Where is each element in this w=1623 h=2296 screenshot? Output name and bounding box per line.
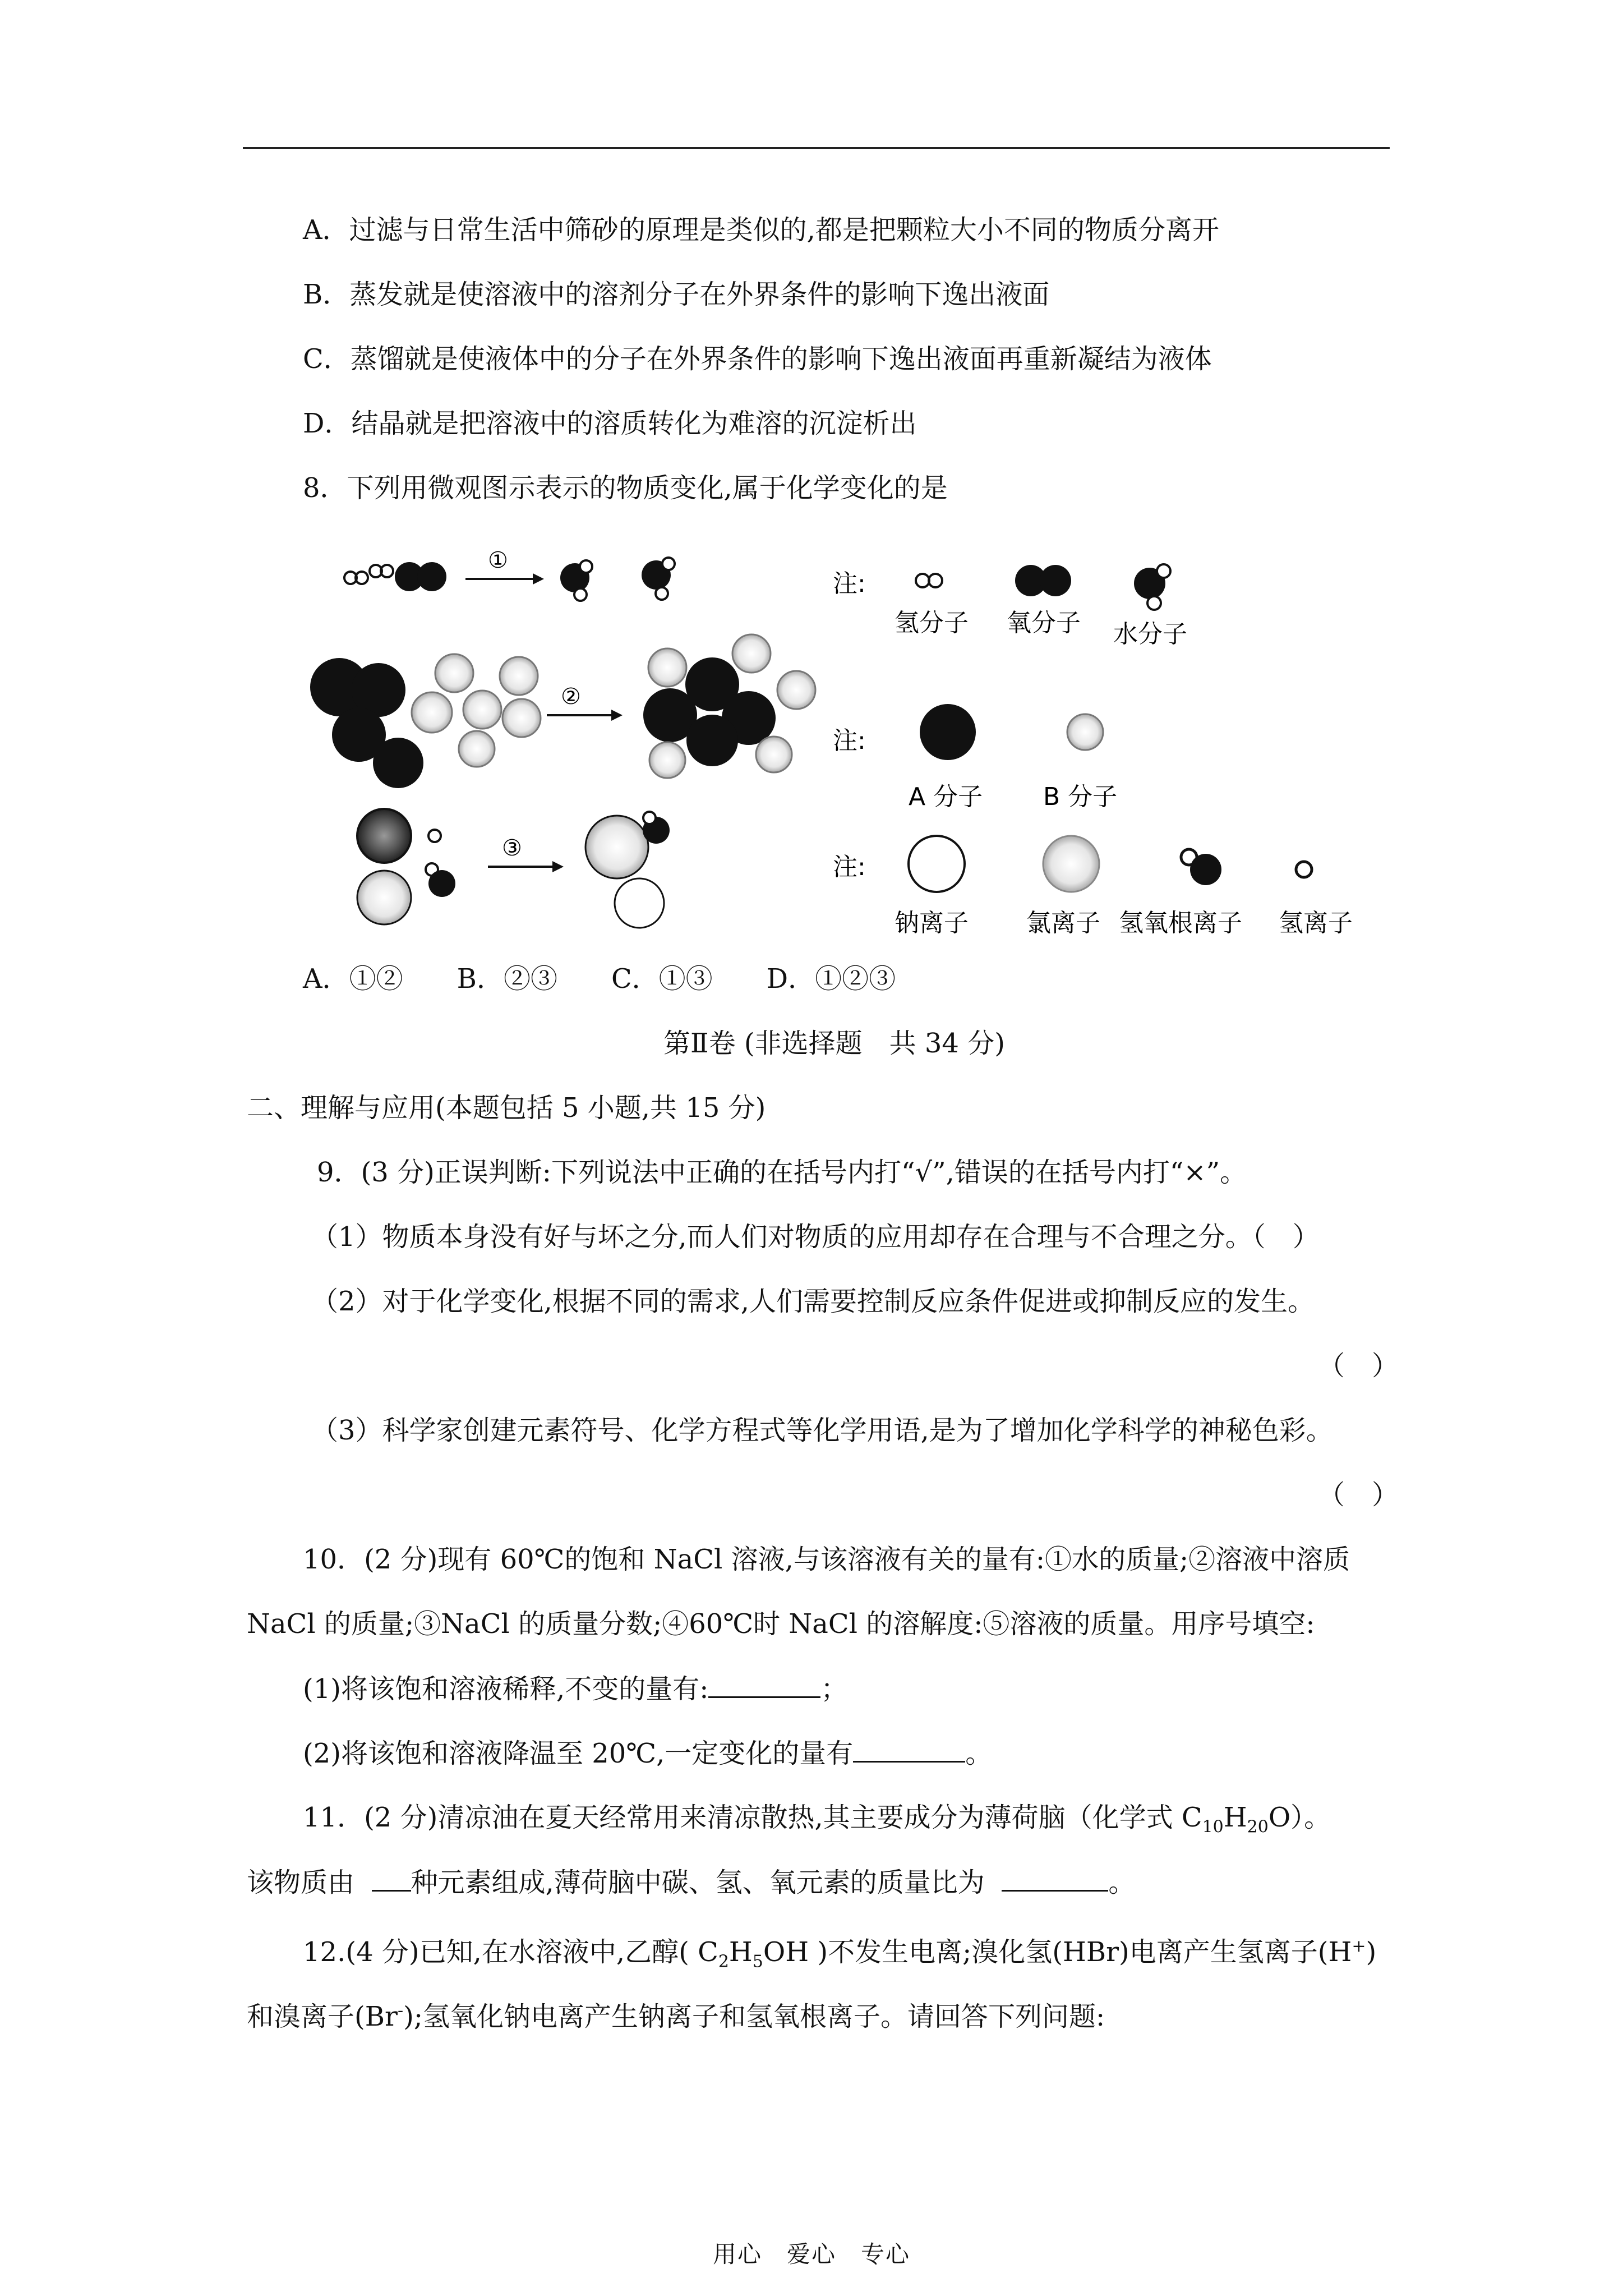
q7-option-a: A．过滤与日常生活中筛砂的原理是类似的,都是把颗粒大小不同的物质分离开 <box>303 214 1219 246</box>
note-label-1: 注: <box>833 569 866 598</box>
q11-c-subscript: 10 <box>1202 1817 1224 1837</box>
q7-option-b: B．蒸发就是使溶液中的溶剂分子在外界条件的影响下逸出液面 <box>303 279 1050 310</box>
page-footer: 用心 爱心 专心 <box>712 2240 910 2268</box>
legend-b-label: B 分子 <box>1043 783 1118 811</box>
q10-answer-2-blank[interactable] <box>853 1736 965 1763</box>
reaction-1-products <box>560 558 675 601</box>
q10-answer-1-blank[interactable] <box>708 1672 820 1698</box>
legend-cl-icon <box>1043 836 1099 892</box>
q10-line-1: 10．(2 分)现有 60℃的饱和 NaCl 溶液,与该溶液有关的量有:①水的质量;②溶液中溶质 <box>303 1544 1350 1575</box>
q8-options: A．①② B．②③ C．①③ D．①②③ <box>303 963 896 995</box>
q11-line-2-mid: 种元素组成,薄荷脑中碳、氢、氧元素的质量比为 <box>411 1867 985 1898</box>
q11-h-symbol: H <box>1223 1802 1247 1833</box>
q11-line-1-text: 11．(2 分)清凉油在夏天经常用来清凉散热,其主要成分为薄荷脑（化学式 C <box>303 1802 1202 1833</box>
q11-answer-1-blank[interactable] <box>372 1865 411 1892</box>
legend-na-icon <box>909 836 965 892</box>
q11-line-1-end: O）。 <box>1268 1802 1331 1833</box>
q11-answer-2-blank[interactable] <box>1002 1865 1108 1892</box>
legend-o2-label: 氧分子 <box>1007 609 1081 637</box>
q10-sub-2-text: (2)将该饱和溶液降温至 20℃,一定变化的量有 <box>303 1738 854 1769</box>
step-2-label: ② <box>561 684 581 710</box>
q11-h-subscript: 20 <box>1247 1817 1269 1837</box>
header-rule <box>243 147 1390 149</box>
q12-plus-sup: + <box>1352 1936 1366 1956</box>
legend-h2-label: 氢分子 <box>895 609 969 637</box>
reaction-3-reactants <box>357 809 455 924</box>
q8-stem: 8．下列用微观图示表示的物质变化,属于化学变化的是 <box>303 472 948 504</box>
q12-minus-sup: - <box>397 2001 404 2021</box>
q10-sub-1-text: (1)将该饱和溶液稀释,不变的量有: <box>303 1673 709 1705</box>
q10-sub-1 <box>303 1672 847 1706</box>
q9-statement-1: （1）物质本身没有好与坏之分,而人们对物质的应用却存在合理与不合理之分。（ ） <box>311 1221 1320 1253</box>
q9-answer-3[interactable]: （ ） <box>1318 1479 1399 1511</box>
step-3-label: ③ <box>502 835 522 861</box>
legend-na-label: 钠离子 <box>895 909 969 937</box>
q10-sub-2-end: 。 <box>965 1738 993 1769</box>
legend-h-label: 氢离子 <box>1279 909 1353 937</box>
q7-option-d: D．结晶就是把溶液中的溶质转化为难溶的沉淀析出 <box>303 408 917 439</box>
q12-h-symbol: H <box>728 1936 753 1968</box>
q9-statement-3: （3）科学家创建元素符号、化学方程式等化学用语,是为了增加化学科学的神秘色彩。 <box>311 1415 1333 1446</box>
q11-line-2-end: 。 <box>1108 1867 1136 1898</box>
legend-o2-icon <box>1015 565 1071 596</box>
q11-line-2 <box>247 1865 1135 1899</box>
q10-line-2: NaCl 的质量;③NaCl 的质量分数;④60℃时 NaCl 的溶解度:⑤溶液的质量。用序号填空: <box>247 1608 1315 1640</box>
reaction-1-reactants <box>344 562 446 591</box>
q9-answer-2[interactable]: （ ） <box>1318 1350 1399 1382</box>
q10-sub-2 <box>303 1736 992 1770</box>
legend-h2o-label: 水分子 <box>1113 620 1187 648</box>
legend-h-icon <box>1296 862 1312 877</box>
reaction-3-products <box>585 812 670 928</box>
q9-stem: 9．(3 分)正误判断:下列说法中正确的在括号内打“√”,错误的在括号内打“×”。 <box>317 1157 1247 1188</box>
q12-c-subscript: 2 <box>718 1952 729 1972</box>
q12-line-2-end: );氢氧化钠电离产生钠离子和氢氧根离子。请回答下列问题: <box>403 2001 1105 2032</box>
q9-statement-2: （2）对于化学变化,根据不同的需求,人们需要控制反应条件促进或抑制反应的发生。 <box>311 1286 1315 1317</box>
q12-line-1 <box>303 1930 1376 1979</box>
part2-title: 第Ⅱ卷 (非选择题 共 34 分) <box>663 1028 1005 1059</box>
legend-a-icon <box>920 704 976 760</box>
legend-h2o-icon <box>1134 564 1170 610</box>
microscopic-diagram <box>297 533 1363 959</box>
q10-sub-1-end: ； <box>820 1673 848 1705</box>
legend-oh-icon <box>1181 849 1221 885</box>
q11-line-1 <box>303 1801 1331 1844</box>
legend-b-icon <box>1067 714 1103 750</box>
note-label-2: 注: <box>833 726 866 755</box>
reaction-2-products <box>643 634 815 778</box>
q12-line-1-end: ) <box>1366 1936 1377 1968</box>
q12-line-1-mid: OH )不发生电离;溴化氢(HBr)电离产生氢离子(H <box>763 1936 1352 1968</box>
note-label-3: 注: <box>833 853 866 881</box>
q7-option-c: C．蒸馏就是使液体中的分子在外界条件的影响下逸出液面再重新凝结为液体 <box>303 343 1212 375</box>
reaction-2-reactants <box>310 654 541 788</box>
section2-title: 二、理解与应用(本题包括 5 小题,共 15 分) <box>247 1092 766 1124</box>
q11-line-2-text: 该物质由 <box>247 1867 355 1898</box>
q12-line-1-text: 12.(4 分)已知,在水溶液中,乙醇( C <box>303 1936 718 1968</box>
legend-a-label: A 分子 <box>909 783 983 811</box>
step-1-label: ① <box>488 547 508 573</box>
q12-line-2 <box>247 1994 1105 2033</box>
legend-oh-label: 氢氧根离子 <box>1119 909 1242 937</box>
legend-h2-icon <box>916 574 942 587</box>
q12-h-subscript: 5 <box>752 1952 763 1972</box>
legend-cl-label: 氯离子 <box>1026 909 1100 937</box>
q12-line-2-text: 和溴离子(Br <box>247 2001 398 2032</box>
